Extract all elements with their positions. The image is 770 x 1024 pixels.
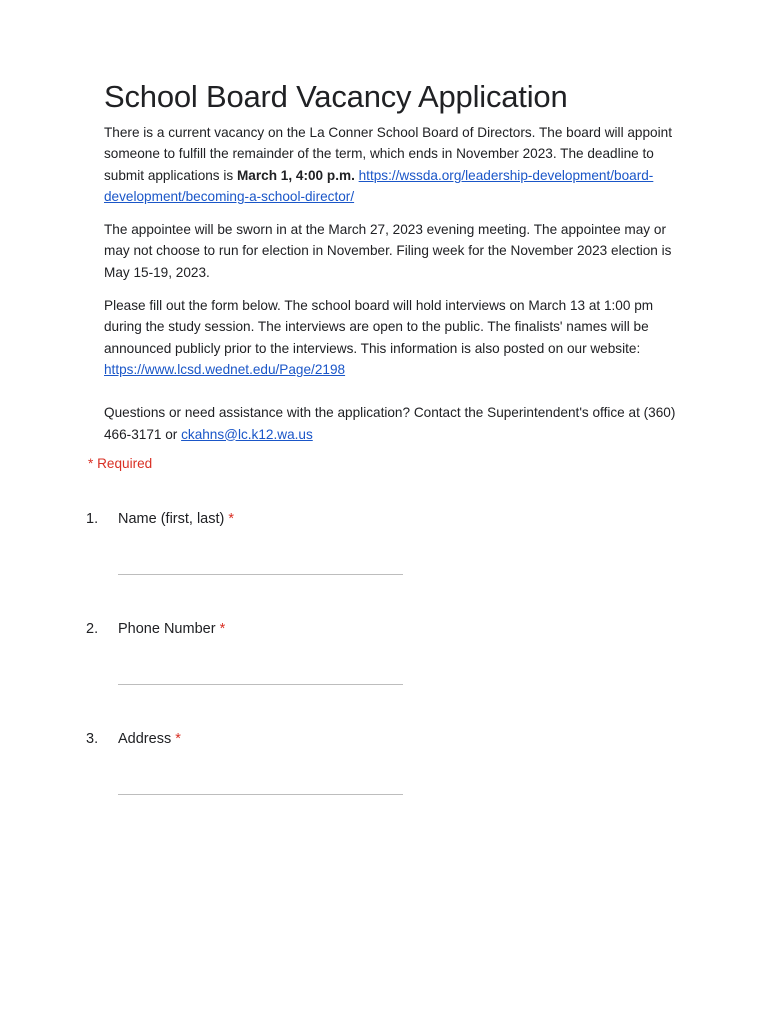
intro-text: There is a current vacancy on the La Conner School Board of Directors. The board will appoint someone to fulfill the remainder of the term, which ends in November 2023. The deadline to submit applications is bbox=[104, 125, 672, 183]
wssda-link[interactable]: https://wssda.org/leadership-development/board-development/becoming-a-school-director/ bbox=[104, 167, 654, 204]
question-label-text: Phone Number bbox=[118, 621, 216, 637]
district-website-link[interactable]: https://www.lcsd.wednet.edu/Page/2198 bbox=[104, 361, 346, 377]
address-answer-field[interactable] bbox=[118, 794, 403, 795]
form-title: School Board Vacancy Application bbox=[104, 79, 568, 114]
interview-paragraph bbox=[104, 295, 679, 380]
contact-email-link[interactable]: ckahns@lc.k12.wa.us bbox=[181, 426, 313, 442]
required-note: * Required bbox=[88, 456, 153, 471]
contact-paragraph bbox=[104, 402, 679, 445]
intro-paragraph bbox=[104, 122, 679, 207]
contact-text: Questions or need assistance with the application? Contact the Superintendent's office at (360) 466-3171 or bbox=[104, 405, 676, 442]
question-label bbox=[118, 511, 234, 527]
required-star: * bbox=[175, 731, 181, 747]
interview-text: Please fill out the form below. The school board will hold interviews on March 13 at 1:00 pm during the study session. The interviews are open to the public. The finalists' names will be announced publicly prior to the interviews. This information is also posted on our website: bbox=[104, 298, 654, 356]
question-number: 2. bbox=[86, 621, 99, 637]
phone-answer-field[interactable] bbox=[118, 684, 403, 685]
question-label bbox=[118, 621, 225, 637]
appointee-paragraph: The appointee will be sworn in at the March 27, 2023 evening meeting. The appointee may or may not choose to run for election in November. Filing week for the November 2023 election is May 15-19, 2023. bbox=[104, 222, 672, 280]
question-label bbox=[118, 731, 181, 747]
form-header bbox=[104, 78, 679, 445]
required-star: * bbox=[219, 621, 226, 637]
question-label-text: Address bbox=[118, 731, 172, 747]
question-number: 3. bbox=[86, 731, 99, 747]
required-star: * bbox=[228, 511, 235, 527]
deadline-text: March 1, 4:00 p.m. bbox=[236, 167, 355, 183]
question-number: 1. bbox=[86, 511, 99, 527]
question-label-text: Name (first, last) bbox=[118, 511, 225, 527]
name-answer-field[interactable] bbox=[118, 574, 403, 575]
